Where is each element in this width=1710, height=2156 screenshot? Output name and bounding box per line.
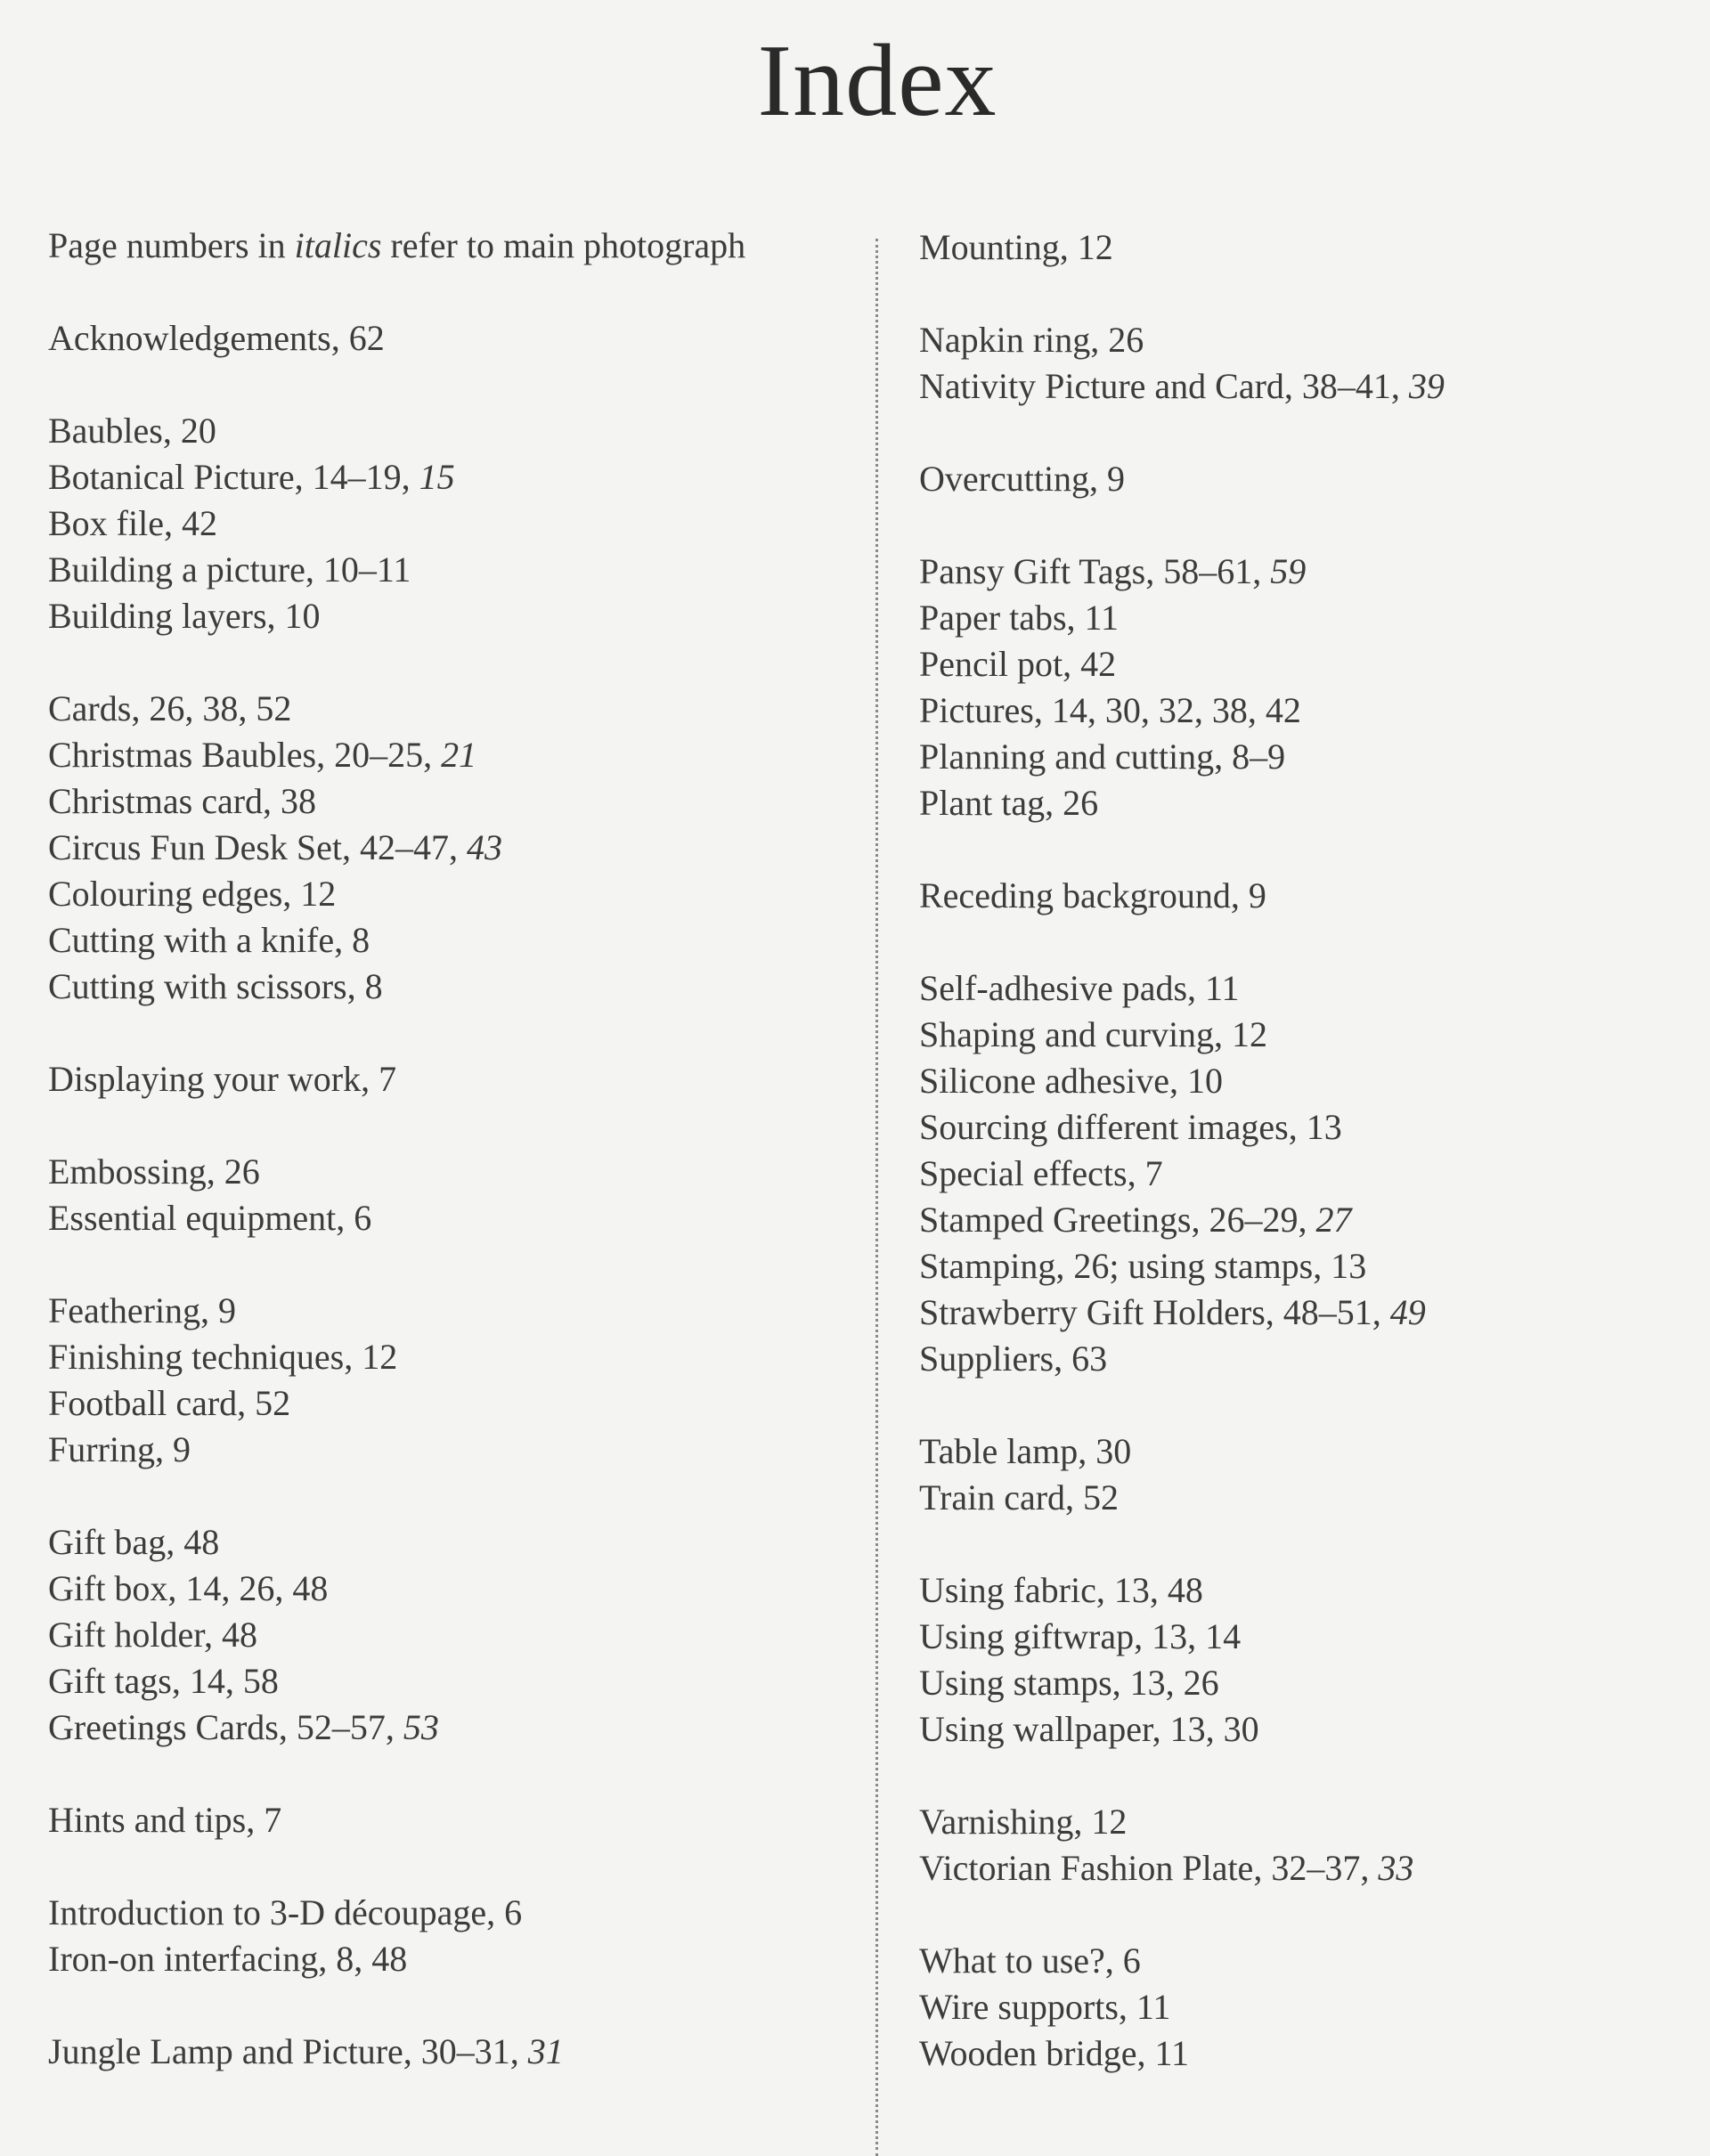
index-entry-text: Building layers, 10 (48, 596, 321, 636)
index-entry (919, 1567, 1685, 1614)
index-entry-text: Using fabric, 13, 48 (919, 1570, 1203, 1610)
index-entry-text: Furring, 9 (48, 1429, 191, 1469)
index-entry-photo-page: 43 (467, 827, 502, 867)
index-entry-text: Gift bag, 48 (48, 1522, 220, 1562)
index-entry-text: Planning and cutting, 8–9 (919, 736, 1286, 777)
index-entry-text: Pictures, 14, 30, 32, 38, 42 (919, 690, 1301, 730)
index-entry-text: Overcutting, 9 (919, 459, 1126, 499)
index-entry-text: Nativity Picture and Card, 38–41, (919, 366, 1409, 406)
index-entry (48, 1566, 867, 1612)
index-entry (919, 641, 1685, 687)
index-entry (48, 871, 867, 917)
index-entry-text: What to use?, 6 (919, 1940, 1141, 1981)
index-group (48, 1056, 867, 1102)
index-entry-text: Silicone adhesive, 10 (919, 1061, 1224, 1101)
index-entry (48, 1890, 867, 1936)
index-entry (919, 2030, 1685, 2077)
index-entry (48, 686, 867, 732)
index-entry-photo-page: 59 (1270, 551, 1307, 591)
index-entry (919, 965, 1685, 1012)
index-entry-text: Wooden bridge, 11 (919, 2033, 1190, 2073)
index-entry-text: Jungle Lamp and Picture, 30–31, (48, 2031, 528, 2071)
note-text-after: refer to main photograph (381, 225, 746, 265)
index-entry-text: Embossing, 26 (48, 1151, 260, 1192)
index-entry (919, 1197, 1685, 1243)
index-column-left (48, 223, 867, 2121)
index-group (919, 1799, 1685, 1892)
index-entry (919, 1799, 1685, 1845)
index-entry (919, 1475, 1685, 1521)
index-entry (48, 500, 867, 547)
index-entry (48, 1519, 867, 1566)
index-entry (48, 315, 867, 362)
index-entry (919, 1058, 1685, 1104)
index-entry (48, 1704, 867, 1751)
index-entry-text: Botanical Picture, 14–19, (48, 457, 419, 497)
index-entry (48, 593, 867, 639)
index-entry (919, 1938, 1685, 1984)
index-entry-text: Christmas card, 38 (48, 781, 317, 821)
index-entry (48, 1288, 867, 1334)
index-entry-text: Colouring edges, 12 (48, 874, 337, 914)
index-entry-text: Using stamps, 13, 26 (919, 1663, 1219, 1703)
index-entry (919, 687, 1685, 734)
index-entry-text: Gift holder, 48 (48, 1615, 258, 1655)
index-entry (48, 1427, 867, 1473)
index-entry (919, 1290, 1685, 1336)
index-group (919, 317, 1685, 410)
index-entry (48, 1334, 867, 1380)
index-entry-text: Sourcing different images, 13 (919, 1107, 1342, 1147)
index-entry-text: Receding background, 9 (919, 875, 1266, 915)
index-entry-text: Stamped Greetings, 26–29, (919, 1200, 1316, 1240)
index-entry (919, 317, 1685, 363)
index-entry-text: Stamping, 26; using stamps, 13 (919, 1246, 1367, 1286)
index-group (48, 315, 867, 362)
index-group (48, 1519, 867, 1751)
index-entry (48, 1936, 867, 1982)
note-text-italic: italics (294, 225, 382, 265)
index-entry (919, 456, 1685, 502)
index-entry-photo-page: 21 (441, 735, 477, 775)
index-entry-text: Finishing techniques, 12 (48, 1337, 398, 1377)
index-entry (48, 732, 867, 778)
index-entry (48, 1658, 867, 1704)
index-entry (48, 1612, 867, 1658)
index-entry-photo-page: 27 (1315, 1200, 1352, 1240)
index-entry-text: Mounting, 12 (919, 227, 1113, 267)
index-entry (48, 778, 867, 825)
index-entry-text: Gift tags, 14, 58 (48, 1661, 279, 1701)
index-entry-text: Using wallpaper, 13, 30 (919, 1709, 1259, 1749)
index-entry (919, 1243, 1685, 1290)
index-entry (919, 780, 1685, 826)
index-entry (919, 873, 1685, 919)
index-entry (48, 825, 867, 871)
index-entry-text: Displaying your work, 7 (48, 1059, 397, 1099)
index-group (48, 686, 867, 1010)
index-entry-text: Football card, 52 (48, 1383, 291, 1423)
index-entry (919, 1336, 1685, 1382)
index-entry (919, 1012, 1685, 1058)
index-entry-text: Greetings Cards, 52–57, (48, 1707, 403, 1747)
index-entry-text: Acknowledgements, 62 (48, 318, 385, 358)
index-group (919, 224, 1685, 271)
index-entry-text: Iron-on interfacing, 8, 48 (48, 1939, 408, 1979)
index-entry (48, 1195, 867, 1241)
index-entry-photo-page: 33 (1378, 1848, 1414, 1888)
index-entry-photo-page: 39 (1408, 366, 1445, 406)
index-entry (48, 1380, 867, 1427)
index-entry (919, 1614, 1685, 1660)
index-entry (919, 1428, 1685, 1475)
index-entry-text: Pansy Gift Tags, 58–61, (919, 551, 1271, 591)
index-entry-text: Victorian Fashion Plate, 32–37, (919, 1848, 1379, 1888)
index-entry (919, 224, 1685, 271)
italics-note (48, 225, 745, 265)
index-entry (919, 1151, 1685, 1197)
index-entry (48, 1149, 867, 1195)
index-entry-text: Varnishing, 12 (919, 1802, 1128, 1842)
index-entry-text: Feathering, 9 (48, 1290, 237, 1330)
index-entry (48, 2029, 867, 2075)
index-entry (919, 549, 1685, 595)
index-column-right (919, 224, 1685, 2123)
index-entry-photo-page: 31 (527, 2031, 564, 2071)
index-group (48, 408, 867, 639)
index-entry (919, 1984, 1685, 2030)
index-entry (919, 1845, 1685, 1892)
index-entry-text: Pencil pot, 42 (919, 644, 1117, 684)
index-entry (48, 547, 867, 593)
index-entry-text: Paper tabs, 11 (919, 598, 1120, 638)
index-entry (919, 595, 1685, 641)
index-entry-text: Circus Fun Desk Set, 42–47, (48, 827, 467, 867)
note-text-before: Page numbers in (48, 225, 295, 265)
column-divider (875, 239, 878, 2156)
index-group (48, 1890, 867, 1982)
index-entry-text: Baubles, 20 (48, 411, 216, 451)
index-entry-photo-page: 15 (419, 457, 455, 497)
index-entry-text: Using giftwrap, 13, 14 (919, 1616, 1242, 1656)
index-group (919, 456, 1685, 502)
index-entry (919, 363, 1685, 410)
index-groups-left (48, 315, 867, 2075)
index-entry-text: Cutting with a knife, 8 (48, 920, 370, 960)
index-group (919, 1938, 1685, 2077)
index-entry-photo-page: 49 (1389, 1292, 1426, 1332)
index-entry-text: Napkin ring, 26 (919, 320, 1144, 360)
index-entry-text: Box file, 42 (48, 503, 217, 543)
index-entry-text: Christmas Baubles, 20–25, (48, 735, 442, 775)
index-entry-text: Special effects, 7 (919, 1153, 1163, 1193)
index-group (919, 873, 1685, 919)
index-entry-text: Table lamp, 30 (919, 1431, 1132, 1471)
index-entry (919, 1104, 1685, 1151)
index-entry-text: Introduction to 3-D découpage, 6 (48, 1892, 523, 1932)
index-group (919, 1567, 1685, 1753)
index-group (919, 965, 1685, 1382)
index-entry-text: Gift box, 14, 26, 48 (48, 1568, 329, 1608)
index-entry-text: Essential equipment, 6 (48, 1198, 372, 1238)
index-group (48, 1797, 867, 1843)
index-entry (919, 1660, 1685, 1706)
index-entry-text: Cards, 26, 38, 52 (48, 688, 292, 728)
index-group (48, 2029, 867, 2075)
index-entry (48, 454, 867, 500)
index-entry-text: Plant tag, 26 (919, 783, 1099, 823)
index-group (919, 549, 1685, 826)
index-entry-photo-page: 53 (403, 1707, 439, 1747)
index-entry-text: Suppliers, 63 (919, 1338, 1108, 1379)
index-entry (48, 1797, 867, 1843)
index-entry (919, 1706, 1685, 1753)
index-group (919, 1428, 1685, 1521)
index-entry-text: Shaping and curving, 12 (919, 1014, 1268, 1054)
index-group (48, 1288, 867, 1473)
index-entry-text: Self-adhesive pads, 11 (919, 968, 1240, 1008)
index-entry (48, 917, 867, 964)
index-entry (48, 408, 867, 454)
index-note (48, 223, 867, 269)
index-entry-text: Wire supports, 11 (919, 1987, 1171, 2027)
index-entry (48, 1056, 867, 1102)
index-entry-text: Hints and tips, 7 (48, 1800, 282, 1840)
index-entry-text: Train card, 52 (919, 1477, 1120, 1517)
index-groups-right (919, 224, 1685, 2077)
index-entry (48, 964, 867, 1010)
index-entry-text: Building a picture, 10–11 (48, 549, 411, 590)
index-group (48, 1149, 867, 1241)
index-entry-text: Strawberry Gift Holders, 48–51, (919, 1292, 1390, 1332)
page-title: Index (757, 24, 998, 138)
index-entry-text: Cutting with scissors, 8 (48, 966, 383, 1006)
index-entry (919, 734, 1685, 780)
